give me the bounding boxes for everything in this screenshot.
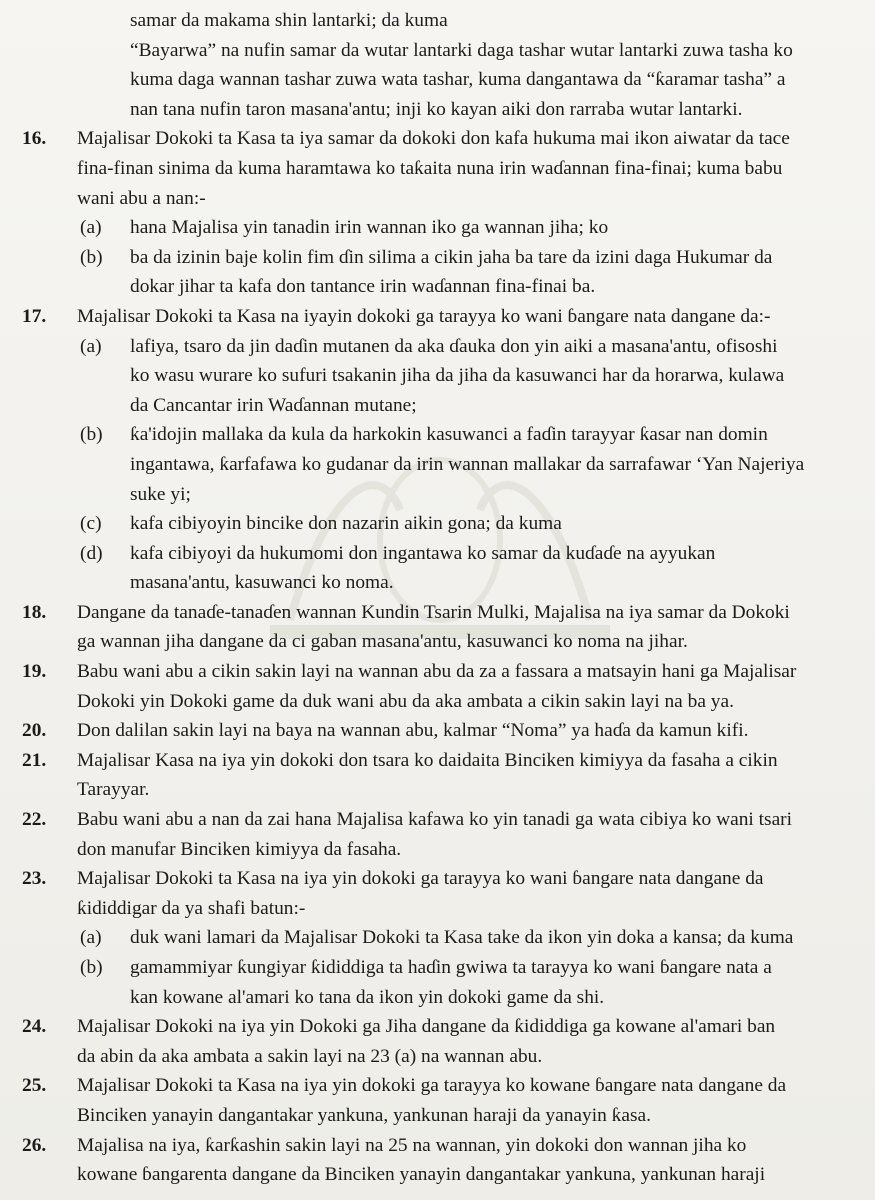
sub-item-label: (b) xyxy=(80,957,103,978)
item-number: 25. xyxy=(22,1075,47,1097)
numbered-item xyxy=(0,598,875,657)
sub-item-label: (b) xyxy=(80,246,103,268)
text-line: lafiya, tsaro da jin daɗin mutanen da aka ɗauka don yin aiki a masana'antu, ofisoshi xyxy=(130,335,778,357)
item-number: 22. xyxy=(22,809,47,831)
item-number: 23. xyxy=(22,868,47,890)
text-line: Dangane da tanaɗe-tanaɗen wannan Kundin Tsarin Mulki, Majalisa na iya samar da Dokoki xyxy=(77,601,790,623)
text-line: Tarayyar. xyxy=(77,779,150,801)
text-line: Majalisa na iya, ƙarƙashin sakin layi na 25 na wannan, yin dokoki don wannan jiha ko xyxy=(77,1134,747,1156)
text-line: kafa cibiyoyi da hukumomi don ingantawa ko samar da kuɗaɗe na ayyukan xyxy=(130,542,716,564)
text-line: ko wasu wurare ko sufuri tsakanin jiha da jiha da kasuwanci har da horarwa, kulawa xyxy=(130,365,785,387)
text-line: ingantawa, ƙarfafawa ko gudanar da irin wannan mallakar da sarrafawar ‘Yan Najeriya xyxy=(130,453,805,475)
item-number: 18. xyxy=(22,601,47,623)
text-line: Majalisar Kasa na iya yin dokoki don tsara ko daidaita Binciken kimiyya da fasaha a cikin xyxy=(77,749,778,771)
numbered-item xyxy=(0,746,875,805)
text-line: kafa cibiyoyin bincike don nazarin aikin gona; da kuma xyxy=(130,513,562,535)
sub-item-label: (c) xyxy=(80,513,102,535)
numbered-item xyxy=(0,1071,875,1130)
sub-item-label: (a) xyxy=(80,927,102,949)
text-line: fina-finan sinima da kuma haramtawa ko taƙaita nuna irin waɗannan fina-finai; kuma babu xyxy=(77,157,783,179)
text-line: masana'antu, kasuwanci ko noma. xyxy=(130,572,394,594)
document-body xyxy=(0,6,875,1190)
text-line: gamammiyar ƙungiyar ƙididdiga ta haɗin gwiwa ta tarayya ko wani ɓangare nata a xyxy=(130,957,772,978)
sub-item xyxy=(0,923,875,953)
text-line: da Cancantar irin Waɗannan mutane; xyxy=(130,394,417,416)
sub-item xyxy=(0,332,875,421)
text-line: ba da izinin baje kolin fim ɗin silima a cikin jaha ba tare da izini daga Hukumar da xyxy=(130,246,773,268)
sub-item xyxy=(0,509,875,539)
item-number: 21. xyxy=(22,749,47,771)
numbered-item xyxy=(0,124,875,213)
text-line: kuma daga wannan tashar zuwa wata tashar, kuma dangantawa da “ƙaramar tasha” a xyxy=(130,69,786,91)
sub-item-label: (a) xyxy=(80,335,102,357)
item-number: 19. xyxy=(22,661,47,683)
text-line: Majalisar Dokoki ta Kasa na iyayin dokoki ga tarayya ko wani ɓangare nata dangane da:- xyxy=(77,305,771,327)
text-line: Binciken yanayin dangantakar yankuna, yankunan haraji da yanayin ƙasa. xyxy=(77,1104,651,1126)
text-line: Don dalilan sakin layi na baya na wannan abu, kalmar “Noma” ya haɗa da kamun kifi. xyxy=(77,720,749,742)
item-number: 16. xyxy=(22,128,47,150)
text-line: suke yi; xyxy=(130,483,191,505)
item-number: 26. xyxy=(22,1134,47,1156)
numbered-item xyxy=(0,657,875,716)
text-line: “Bayarwa” na nufin samar da wutar lantarki daga tashar wutar lantarki zuwa tasha ko xyxy=(130,39,793,61)
text-line: Majalisar Dokoki na iya yin Dokoki ga Jiha dangane da ƙididdiga ga kowane al'amari ban xyxy=(77,1016,776,1038)
numbered-item xyxy=(0,805,875,864)
text-line: ga wannan jiha dangane da ci gaban masana'antu, kasuwanci ko noma na jihar. xyxy=(77,631,688,653)
text-line: Dokoki yin Dokoki game da duk wani abu da aka ambata a cikin sakin layi na ba ya. xyxy=(77,690,734,712)
text-line: don manufar Binciken kimiyya da fasaha. xyxy=(77,838,402,860)
text-line: duk wani lamari da Majalisar Dokoki ta Kasa take da ikon yin doka a kansa; da kuma xyxy=(130,927,794,949)
item-number: 24. xyxy=(22,1016,47,1038)
text-line: Majalisar Dokoki ta Kasa ta iya samar da dokoki don kafa hukuma mai ikon aiwatar da tace xyxy=(77,128,790,150)
text-line: ƙididdigar da ya shafi batun:- xyxy=(77,897,306,919)
text-line: kan kowane al'amari ko tana da ikon yin dokoki game da shi. xyxy=(130,986,605,1008)
sub-item xyxy=(0,953,875,1012)
sub-item-label: (b) xyxy=(80,424,103,446)
text-line: samar da makama shin lantarki; da kuma xyxy=(130,10,448,31)
text-line: Majalisar Dokoki ta Kasa na iya yin dokoki ga tarayya ko kowane ɓangare nata dangane da xyxy=(77,1075,787,1097)
text-line: kowane ɓangarenta dangane da Binciken yanayin dangantakar yankuna, yankunan haraji xyxy=(77,1164,766,1186)
sub-item xyxy=(0,539,875,598)
text-line: dokar jihar ta kafa don tantance irin waɗannan fina-finai ba. xyxy=(130,276,596,298)
sub-item xyxy=(0,243,875,302)
continued-paragraph xyxy=(0,6,875,124)
text-line: wani abu a nan:- xyxy=(77,187,206,209)
sub-item xyxy=(0,420,875,509)
text-line: hana Majalisa yin tanadin irin wannan iko ga wannan jiha; ko xyxy=(130,217,609,239)
sub-item-label: (d) xyxy=(80,542,103,564)
text-line: ƙa'idojin mallaka da kula da harkokin kasuwanci a faɗin tarayyar ƙasar nan domin xyxy=(130,424,768,446)
numbered-item xyxy=(0,716,875,746)
numbered-item xyxy=(0,1012,875,1071)
text-line: Babu wani abu a nan da zai hana Majalisa kafawa ko yin tanadi ga wata cibiya ko wani tsari xyxy=(77,809,793,831)
numbered-item xyxy=(0,864,875,923)
sub-item xyxy=(0,213,875,243)
item-number: 17. xyxy=(22,305,47,327)
item-number: 20. xyxy=(22,720,47,742)
numbered-item xyxy=(0,1131,875,1190)
numbered-item xyxy=(0,302,875,332)
text-line: Babu wani abu a cikin sakin layi na wannan abu da za a fassara a matsayin hani ga Majalisar xyxy=(77,661,797,683)
text-line: da abin da aka ambata a sakin layi na 23 (a) na wannan abu. xyxy=(77,1045,543,1067)
text-line: nan tana nufin taron masana'antu; inji ko kayan aiki don rarraba wutar lantarki. xyxy=(130,98,743,120)
text-line: Majalisar Dokoki ta Kasa na iya yin dokoki ga tarayya ko wani ɓangare nata dangane da xyxy=(77,868,764,890)
sub-item-label: (a) xyxy=(80,217,102,239)
